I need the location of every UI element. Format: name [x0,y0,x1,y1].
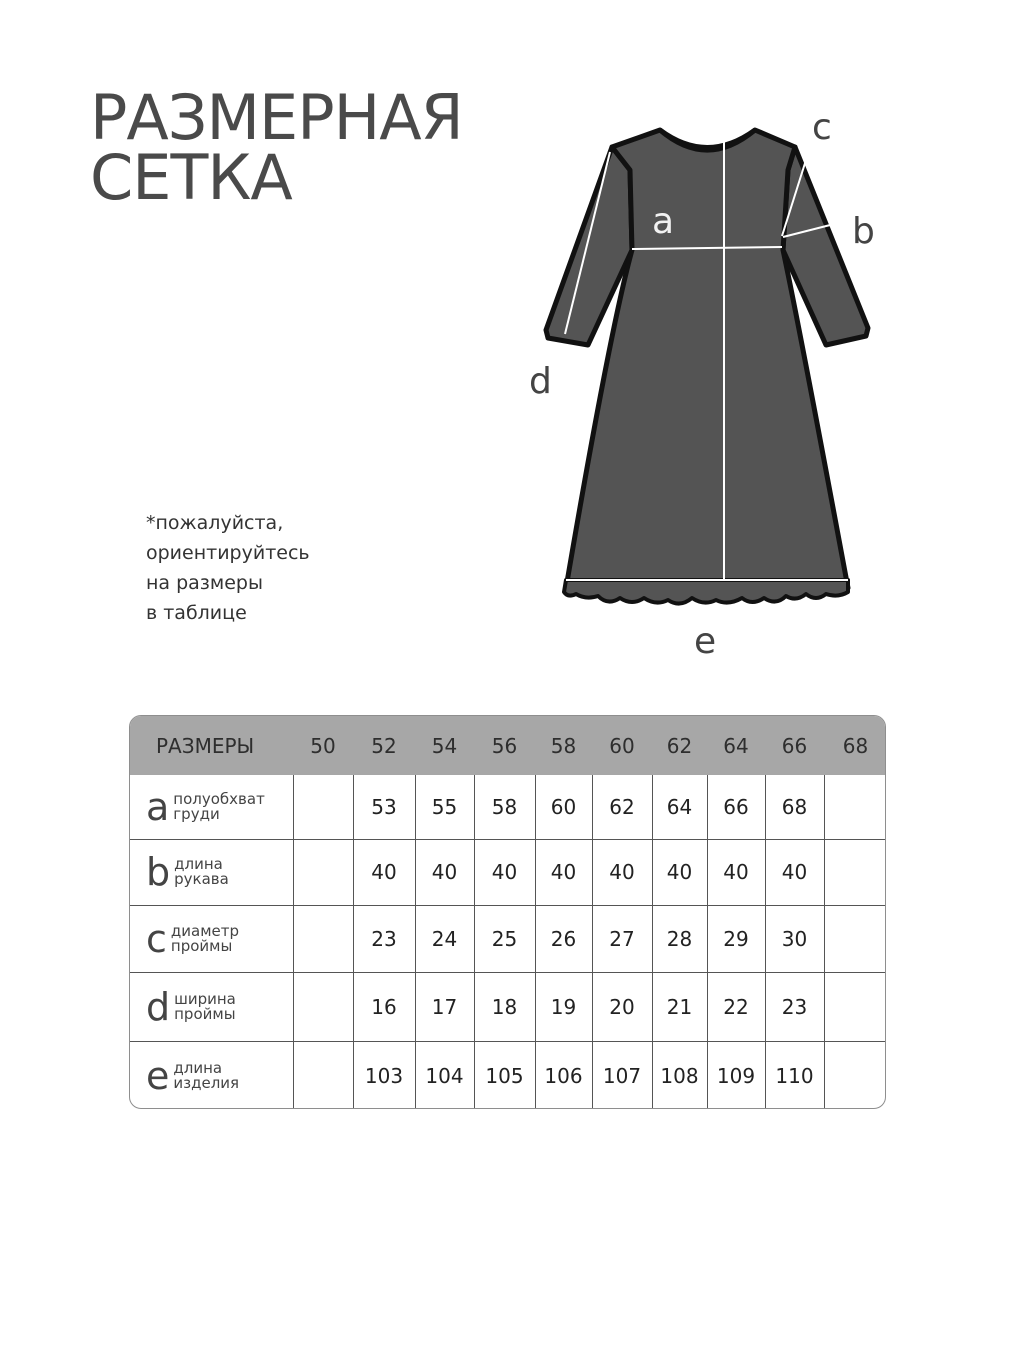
table-row [130,775,886,839]
table-cell [293,839,353,905]
table-cell: 18 [474,972,535,1041]
table-cell: 103 [353,1041,415,1109]
row-letter: c [146,916,167,961]
row-desc-line-2: рукава [174,870,229,888]
table-cell [824,1041,886,1109]
table-cell: 21 [652,972,707,1041]
table-row [130,972,886,1041]
note-line-4: в таблице [146,602,247,624]
table-cell: 66 [707,775,765,839]
table-cell [824,839,886,905]
table-cell: 26 [535,905,592,972]
table-cell: 19 [535,972,592,1041]
table-cell: 60 [535,775,592,839]
row-label-c [130,905,293,972]
table-cell: 24 [415,905,474,972]
size-note [146,508,310,628]
table-cell: 107 [592,1041,652,1109]
table-cell: 40 [415,839,474,905]
table-cell: 64 [652,775,707,839]
table-cell: 23 [765,972,824,1041]
row-letter: d [146,984,171,1029]
page-title [90,81,463,214]
table-cell: 58 [474,775,535,839]
note-line-1: *пожалуйста, [146,512,284,534]
hem-ruffle [564,580,848,604]
row-desc-line-1: ширина [174,989,236,1008]
table-cell: 30 [765,905,824,972]
table-cell: 40 [765,839,824,905]
row-desc-line-1: полуобхват [173,789,265,808]
table-row [130,905,886,972]
dress-diagram [520,100,920,670]
size-68: 68 [842,733,869,758]
table-cell [293,972,353,1041]
row-desc [174,857,229,887]
table-cell: 40 [652,839,707,905]
table-row [130,839,886,905]
measure-label-a: a [652,201,675,242]
row-desc [170,921,240,955]
size-66: 66 [781,733,808,758]
row-desc-line-1: длина [173,1058,223,1077]
table-cell: 68 [765,775,824,839]
row-desc-line-2: проймы [174,1004,236,1023]
table-cell: 40 [592,839,652,905]
table-cell: 109 [707,1041,765,1109]
size-60: 60 [609,733,635,758]
size-52: 52 [371,733,397,758]
size-54: 54 [431,733,458,758]
row-letter: e [146,1053,170,1098]
row-letter: b [146,850,171,894]
row-label-d [130,972,293,1041]
note-line-2: ориентируйтесь [146,542,310,564]
measure-label-c: c [812,107,832,148]
row-desc-line-1: длина [174,855,223,873]
size-header-label: РАЗМЕРЫ [156,733,255,758]
table-cell: 40 [707,839,765,905]
table-cell: 40 [353,839,415,905]
size-58: 58 [550,733,577,758]
table-cell [824,972,886,1041]
table-cell: 55 [415,775,474,839]
table-cell: 106 [535,1041,592,1109]
row-label-b [130,839,293,905]
row-desc [173,1058,240,1092]
title-line-2: СЕТКА [90,141,292,214]
table-cell: 25 [474,905,535,972]
table-cell: 29 [707,905,765,972]
row-desc [174,989,236,1023]
table-cell [293,775,353,839]
table-cell: 108 [652,1041,707,1109]
size-50: 50 [310,733,336,758]
table-cell [293,1041,353,1109]
row-desc-line-2: груди [173,804,220,823]
table-cell: 105 [474,1041,535,1109]
table-cell: 20 [592,972,652,1041]
table-cell: 40 [474,839,535,905]
table-cell [293,905,353,972]
row-label-a [130,775,293,839]
size-table [129,715,886,1109]
size-56: 56 [491,733,518,758]
table-cell: 28 [652,905,707,972]
note-line-3: на размеры [146,572,263,594]
row-desc-line-2: изделия [173,1073,240,1092]
measure-label-d: d [529,361,552,402]
measure-label-b: b [852,211,875,252]
table-cell: 22 [707,972,765,1041]
table-cell: 104 [415,1041,474,1109]
row-desc [173,789,265,823]
title-line-1: РАЗМЕРНАЯ [90,81,463,154]
table-cell: 62 [592,775,652,839]
table-cell [824,775,886,839]
table-cell: 53 [353,775,415,839]
row-desc-line-2: проймы [170,936,233,955]
table-cell: 40 [535,839,592,905]
table-cell: 23 [353,905,415,972]
size-header-row [130,716,886,775]
table-row [130,1041,886,1109]
table-cell [824,905,886,972]
measure-label-e: e [694,621,717,662]
table-cell: 27 [592,905,652,972]
table-cell: 16 [353,972,415,1041]
table-cell: 17 [415,972,474,1041]
row-label-e [130,1041,293,1109]
row-desc-line-1: диаметр [170,921,240,940]
row-letter: a [146,784,170,829]
size-62: 62 [666,733,693,758]
table-cell: 110 [765,1041,824,1109]
size-64: 64 [723,733,749,758]
